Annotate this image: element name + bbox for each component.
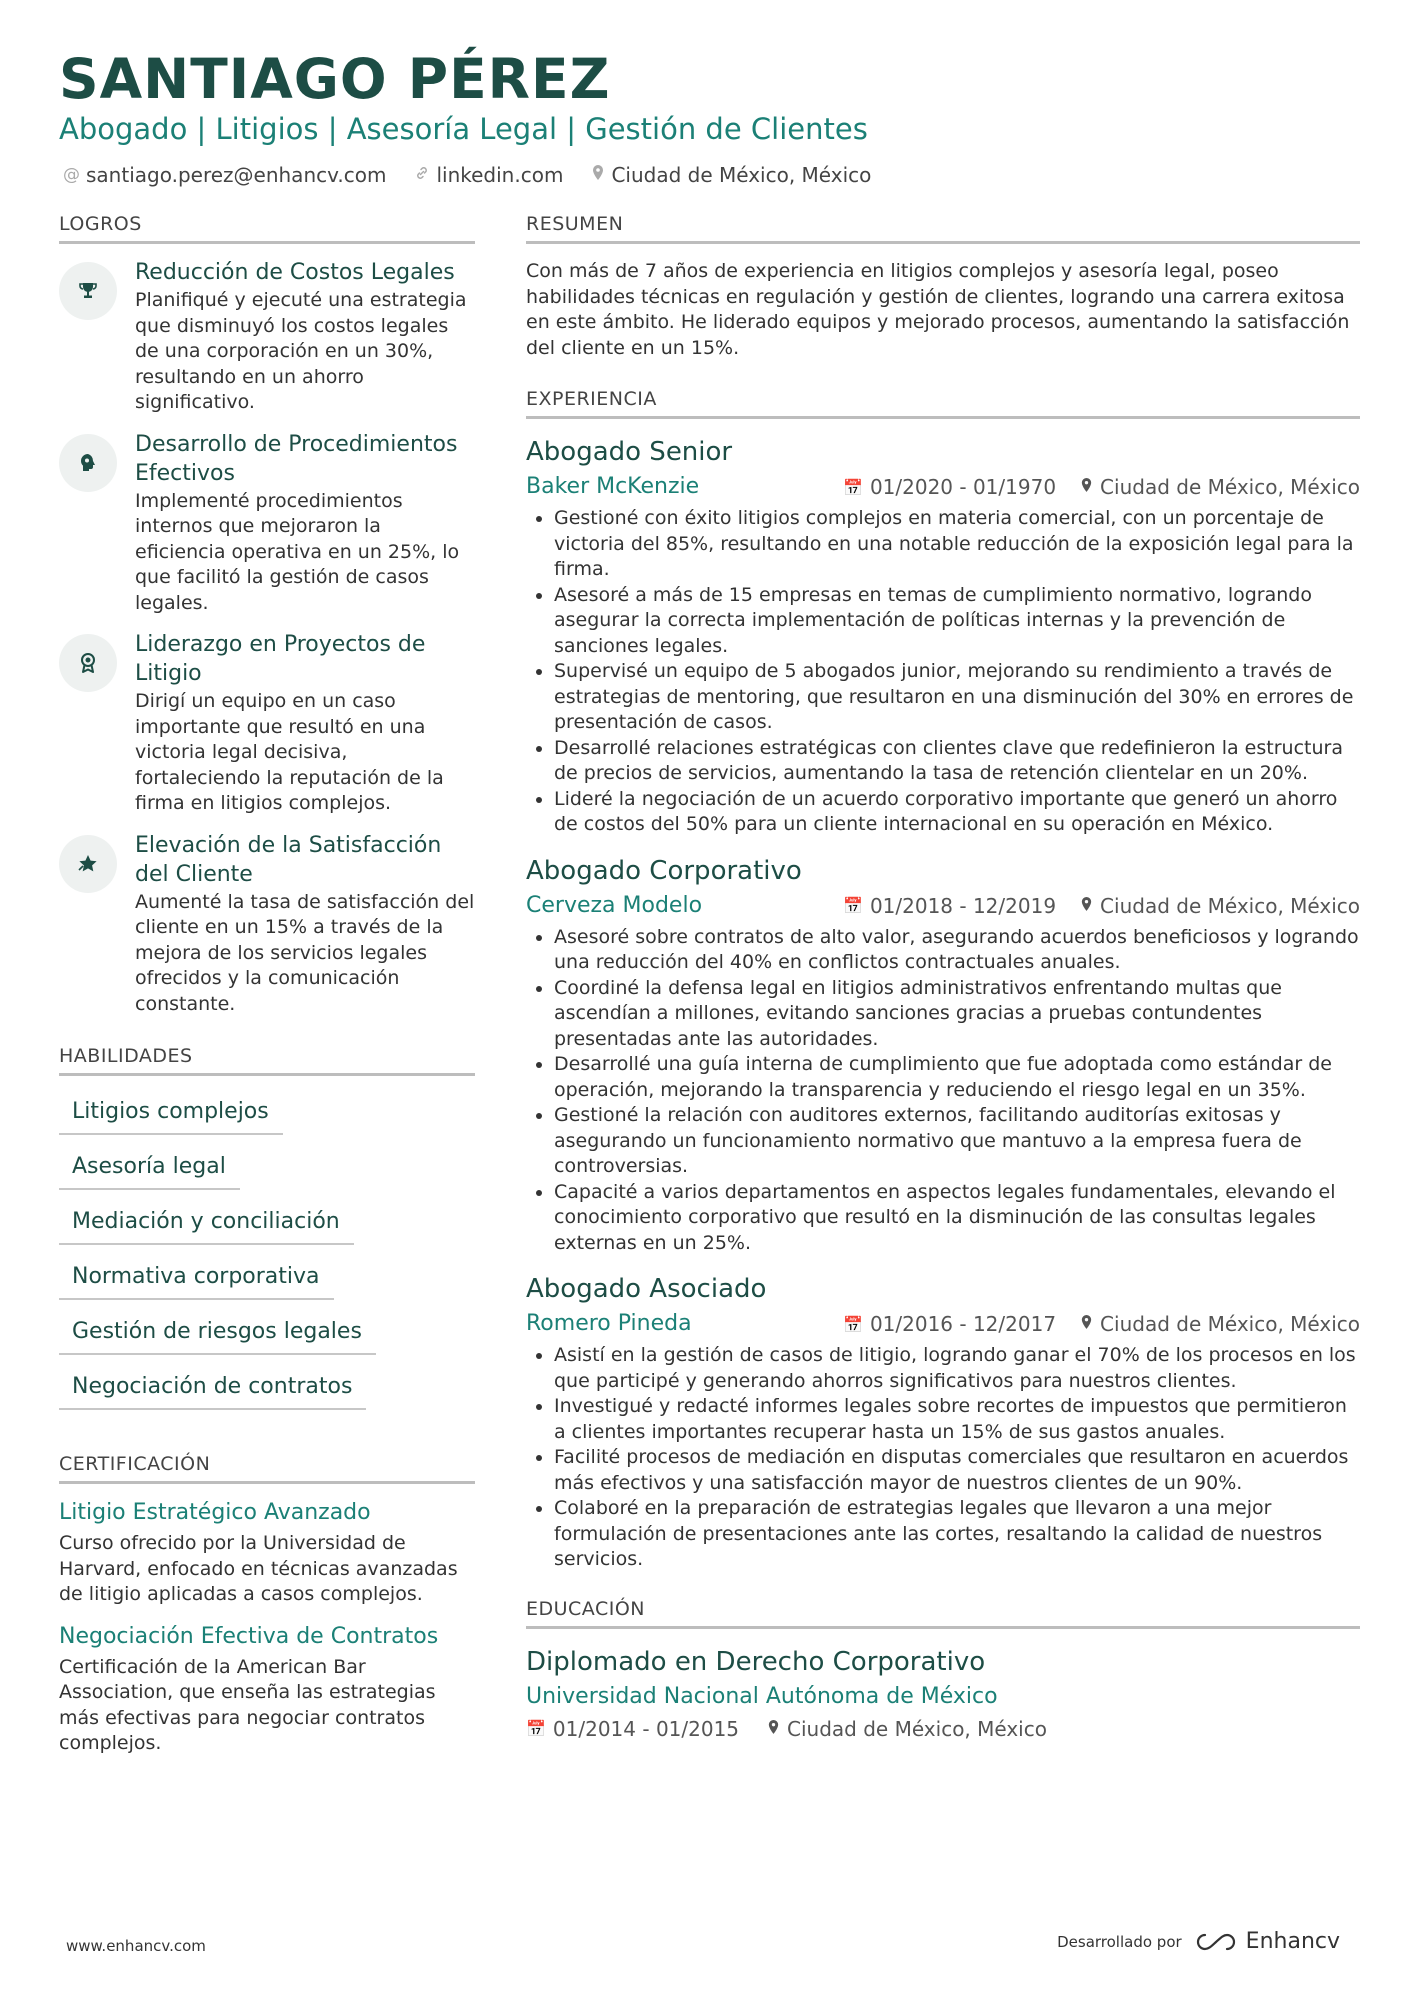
certification-title: Litigio Estratégico Avanzado: [59, 1500, 371, 1525]
job-dates: 01/2020 - 01/1970: [869, 475, 1057, 499]
job-bullet: • Desarrollé una guía interna de cumplimiento que fue adoptada como estándar de operación, mejorando la transparencia y reduciendo el riesgo legal en un 35%.: [554, 1052, 1360, 1103]
skill-tag: Mediación y conciliación: [59, 1204, 354, 1245]
skill-tag: Gestión de riesgos legales: [59, 1314, 376, 1355]
achievement-desc: Aumenté la tasa de satisfacción del cliente en un 15% a través de la mejora de los servicios legales ofrecidos y la comunicación constante.: [135, 890, 475, 1015]
section-title-experience: EXPERIENCIA: [526, 387, 1360, 419]
education-school: Universidad Nacional Autónoma de México: [526, 1683, 998, 1709]
location-pin-icon: [591, 164, 605, 186]
job-bullet: • Facilité procesos de mediación en disputas comerciales que resultaron en acuerdos más efectivos y una satisfacción mayor de nuestros clientes de un 90%.: [554, 1445, 1360, 1496]
achievement-item: [59, 831, 475, 1018]
achievement-title: Reducción de Costos Legales: [135, 260, 455, 285]
location-pin-icon: [1080, 1314, 1093, 1334]
achievement-item: [59, 430, 475, 617]
enhancv-logo[interactable]: [1194, 1929, 1340, 1954]
experience-item: [526, 854, 1360, 1257]
education-meta: [526, 1717, 1360, 1741]
certification-desc: Certificación de la American Bar Association, que enseña las estrategias más efectivas para negociar contratos complejos.: [59, 1655, 436, 1754]
job-bullet: • Gestioné la relación con auditores externos, facilitando auditorías exitosas y asegurando un funcionamiento normativo que mantuvo a la empresa fuera de controversias.: [554, 1103, 1360, 1180]
left-column: [59, 212, 475, 1757]
job-bullet: • Asistí en la gestión de casos de litigio, logrando ganar el 70% de los procesos en los que participé y generando ahorros significativos para nuestros clientes.: [554, 1343, 1360, 1394]
summary-text: Con más de 7 años de experiencia en litigios complejos y asesoría legal, poseo habilidades técnicas en regulación y gestión de clientes, logrando una carrera exitosa en este ámbito. He liderado equipos y mejorado procesos, aumentando la satisfacción del cliente en un 15%.: [526, 260, 1350, 359]
contact-email[interactable]: [63, 163, 386, 187]
job-bullet: • Desarrollé relaciones estratégicas con clientes clave que redefinieron la estructura de precios de servicios, aumentando la tasa de retención clientelar en un 20%.: [554, 736, 1360, 787]
linkedin-text: linkedin.com: [436, 163, 564, 187]
location-text: Ciudad de México, México: [611, 163, 872, 187]
achievement-item: [59, 258, 475, 416]
achievement-desc: Dirigí un equipo en un caso importante que resultó en una victoria legal decisiva, fortaleciendo la reputación de la firma en litigios complejos.: [135, 690, 444, 814]
achievement-desc: Planifiqué y ejecuté una estrategia que disminuyó los costos legales de una corporación en un 30%, resultando en un ahorro significativo.: [135, 289, 467, 413]
skill-tag: Negociación de contratos: [59, 1369, 366, 1410]
certification-desc: Curso ofrecido por la Universidad de Harvard, enfocado en técnicas avanzadas de litigio aplicadas a casos complejos.: [59, 1532, 458, 1605]
job-bullet: • Asesoré a más de 15 empresas en temas de cumplimiento normativo, logrando asegurar la correcta implementación de políticas internas y la prevención de sanciones legales.: [554, 583, 1360, 660]
achievement-title: Liderazgo en Proyectos de Litigio: [135, 632, 426, 686]
location-pin-icon: [1080, 477, 1093, 497]
certification-item: [59, 1498, 475, 1608]
trophy-icon: [59, 262, 117, 320]
award-icon: [59, 634, 117, 692]
job-location: Ciudad de México, México: [1100, 1312, 1360, 1336]
powered-by-label: Desarrollado por: [1057, 1932, 1182, 1951]
job-title: Abogado Senior: [526, 437, 733, 467]
footer-branding: [1057, 1929, 1340, 1954]
calendar-icon: 📅: [843, 477, 863, 497]
job-bullet: • Coordiné la defensa legal en litigios administrativos enfrentando multas que ascendían a millones, evitando sanciones gracias a pruebas contundentes presentadas ante las autoridades.: [554, 976, 1360, 1053]
enhancv-logo-icon: [1194, 1931, 1238, 1953]
job-bullet: • Colaboré en la preparación de estrategias legales que llevaron a una mejor formulación de presentaciones ante las cortes, resaltando la calidad de nuestros servicios.: [554, 1496, 1360, 1573]
achievement-title: Desarrollo de Procedimientos Efectivos: [135, 431, 458, 486]
job-company: Baker McKenzie: [526, 474, 700, 499]
job-title: Abogado Asociado: [526, 1274, 767, 1304]
experience-item: [526, 1272, 1360, 1573]
job-dates: 01/2018 - 12/2019: [869, 893, 1057, 918]
skill-tag: Normativa corporativa: [59, 1259, 334, 1300]
brain-icon: [59, 434, 117, 492]
section-title-achievements: LOGROS: [59, 212, 475, 244]
job-bullet: • Supervisé un equipo de 5 abogados junior, mejorando su rendimiento a través de estrategias de mentoring, que resultaron en una disminución del 30% en errores de presentación de casos.: [554, 659, 1360, 736]
email-text: santiago.perez@enhancv.com: [86, 163, 387, 187]
candidate-name: SANTIAGO PÉREZ: [59, 47, 611, 111]
achievement-title: Elevación de la Satisfacción del Cliente: [135, 832, 442, 887]
section-title-education: EDUCACIÓN: [526, 1597, 1360, 1629]
job-bullet: • Capacité a varios departamentos en aspectos legales fundamentales, elevando el conocimiento corporativo que resultó en la disminución de las consultas legales externas en un 25%.: [554, 1180, 1360, 1257]
at-icon: @: [63, 165, 80, 185]
contact-linkedin[interactable]: [414, 163, 563, 187]
section-title-certification: CERTIFICACIÓN: [59, 1452, 475, 1484]
certification-item: [59, 1622, 475, 1757]
star-icon: [59, 835, 117, 893]
contact-location: [591, 163, 871, 187]
calendar-icon: 📅: [526, 1719, 546, 1738]
experience-item: [526, 435, 1360, 838]
calendar-icon: 📅: [843, 896, 863, 915]
location-pin-icon: [767, 1719, 780, 1739]
contact-bar: [63, 163, 871, 187]
job-bullets: [526, 1343, 1360, 1573]
job-bullet: • Lideré la negociación de un acuerdo corporativo importante que generó un ahorro de costos del 50% para un cliente internacional en su operación en México.: [554, 787, 1360, 838]
skills-list: [59, 1094, 475, 1410]
skill-tag: Litigios complejos: [59, 1094, 283, 1135]
job-location: Ciudad de México, México: [1100, 475, 1360, 499]
education-location: Ciudad de México, México: [787, 1716, 1047, 1741]
calendar-icon: 📅: [843, 1314, 863, 1334]
job-bullet: • Investigué y redacté informes legales sobre recortes de impuestos que permitieron a clientes importantes recuperar hasta un 15% de sus gastos anuales.: [554, 1394, 1360, 1445]
right-column: [526, 212, 1360, 1741]
achievement-desc: Implementé procedimientos internos que mejoraron la eficiencia operativa en un 25%, lo que facilitó la gestión de casos legales.: [135, 489, 460, 614]
brand-name: Enhancv: [1245, 1929, 1340, 1954]
link-icon: [414, 165, 430, 186]
job-company: Cerveza Modelo: [526, 892, 703, 918]
job-title: Abogado Corporativo: [526, 855, 802, 886]
section-title-skills: HABILIDADES: [59, 1044, 475, 1076]
job-dates: 01/2016 - 12/2017: [869, 1312, 1057, 1336]
job-bullet: • Gestioné con éxito litigios complejos en materia comercial, con un porcentaje de victoria del 85%, resultando en una notable reducción de la exposición legal para la firma.: [554, 506, 1360, 583]
job-location: Ciudad de México, México: [1100, 893, 1360, 918]
job-company: Romero Pineda: [526, 1311, 692, 1336]
achievement-item: [59, 630, 475, 817]
footer-website[interactable]: www.enhancv.com: [66, 1937, 206, 1955]
skill-tag: Asesoría legal: [59, 1149, 240, 1190]
certification-title: Negociación Efectiva de Contratos: [59, 1623, 439, 1649]
job-bullets: [526, 925, 1360, 1257]
headline: Abogado | Litigios | Asesoría Legal | Gestión de Clientes: [59, 112, 868, 146]
job-bullet: • Asesoré sobre contratos de alto valor, asegurando acuerdos beneficiosos y logrando una reducción del 40% en conflictos contractuales anuales.: [554, 925, 1360, 976]
education-dates: 01/2014 - 01/2015: [552, 1716, 740, 1741]
education-degree: Diplomado en Derecho Corporativo: [526, 1646, 986, 1677]
section-title-summary: RESUMEN: [526, 212, 1360, 244]
location-pin-icon: [1080, 896, 1093, 916]
job-bullets: [526, 506, 1360, 838]
